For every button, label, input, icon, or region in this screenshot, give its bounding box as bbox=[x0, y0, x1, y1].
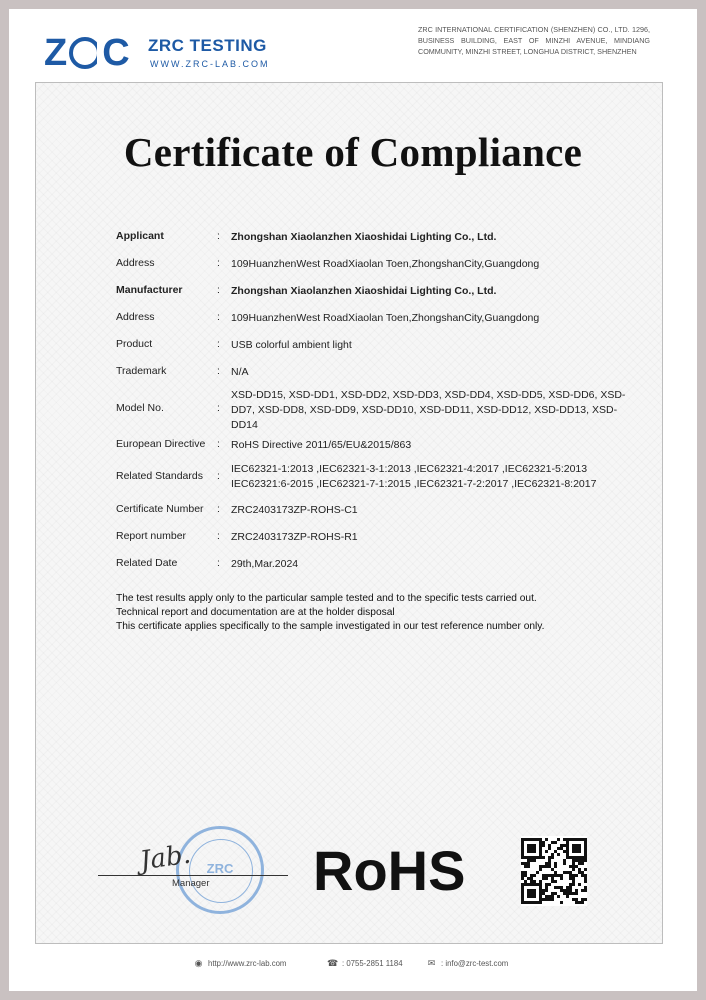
signature-line bbox=[98, 875, 288, 876]
field-value: XSD-DD15, XSD-DD1, XSD-DD2, XSD-DD3, XSD-DD4, XSD-DD5, XSD-DD6, XSD-DD7, XSD-DD8, XSD-DD9, XSD-DD10, XSD-DD11, XSD-DD12, XSD-DD13, XSD-DD14 bbox=[231, 389, 626, 431]
company-address: ZRC INTERNATIONAL CERTIFICATION (SHENZHEN) CO., LTD. 1296, BUSINESS BUILDING, EAST OF MINZHI AVENUE, MINDIANG COMMUNITY, MINZHI STREET, LONGHUA DISTRICT, SHENZHEN bbox=[418, 25, 650, 56]
field-colon: : bbox=[217, 438, 220, 450]
field-label: Address bbox=[116, 257, 155, 269]
qr-code bbox=[521, 836, 587, 906]
field-colon: : bbox=[217, 365, 220, 377]
phone-icon: ☎ bbox=[327, 958, 339, 968]
field-colon: : bbox=[217, 284, 220, 296]
field-value: 109HuanzhenWest RoadXiaolan Toen,ZhongshanCity,Guangdong bbox=[231, 258, 540, 270]
field-label: Product bbox=[116, 338, 153, 350]
logo-name: ZRC TESTING bbox=[148, 36, 267, 55]
seal-text: ZRC bbox=[206, 861, 234, 876]
field-colon: : bbox=[217, 530, 220, 542]
note-line: The test results apply only to the particular sample tested and to the specific tests carried out. bbox=[116, 593, 537, 604]
field-colon: : bbox=[217, 503, 220, 515]
certificate-title: Certificate of Compliance bbox=[123, 129, 583, 175]
rohs-mark: RoHS bbox=[313, 839, 466, 902]
field-label: Report number bbox=[116, 530, 187, 542]
footer-email[interactable]: ✉ : info@zrc-test.com bbox=[427, 958, 509, 968]
note-line: This certificate applies specifically to the sample investigated in our test reference number only. bbox=[116, 621, 545, 632]
signer-title: Manager bbox=[172, 878, 210, 889]
field-colon: : bbox=[217, 230, 220, 242]
field-value: IEC62321-1:2013 ,IEC62321-3-1:2013 ,IEC62321-4:2017 ,IEC62321-5:2013 IEC62321:6-2015 ,IEC62321-7-1:2015 ,IEC62321-7-2:2017 ,IEC62321-8:2017 bbox=[231, 463, 597, 490]
field-value: Zhongshan Xiaolanzhen Xiaoshidai Lighting Co., Ltd. bbox=[231, 231, 497, 243]
note-line: Technical report and documentation are at the holder disposal bbox=[116, 607, 395, 618]
footer-website[interactable]: ◉ http://www.zrc-lab.com bbox=[194, 958, 287, 968]
footer-phone: ☎ : 0755-2851 1184 bbox=[327, 958, 403, 968]
logo-mark: Z C bbox=[44, 32, 131, 74]
field-value: 109HuanzhenWest RoadXiaolan Toen,ZhongshanCity,Guangdong bbox=[231, 312, 540, 324]
field-label: Address bbox=[116, 311, 155, 323]
field-value: ZRC2403173ZP-ROHS-R1 bbox=[231, 531, 358, 543]
field-colon: : bbox=[217, 311, 220, 323]
field-label: Applicant bbox=[116, 230, 164, 242]
zrc-logo bbox=[44, 28, 304, 78]
field-label: European Directive bbox=[116, 438, 206, 450]
globe-icon: ◉ bbox=[194, 958, 203, 968]
field-label: Certificate Number bbox=[116, 503, 204, 515]
field-colon: : bbox=[217, 257, 220, 269]
field-colon: : bbox=[217, 557, 220, 569]
zrc-seal bbox=[176, 826, 264, 914]
field-value: USB colorful ambient light bbox=[231, 339, 352, 351]
field-colon: : bbox=[217, 402, 220, 414]
field-label: Trademark bbox=[116, 365, 167, 377]
field-colon: : bbox=[217, 470, 220, 482]
certificate-notes bbox=[116, 592, 544, 634]
field-value: 29th,Mar.2024 bbox=[231, 558, 299, 570]
field-value: N/A bbox=[231, 366, 249, 378]
field-colon: : bbox=[217, 338, 220, 350]
manager-signature: Jab. bbox=[138, 839, 193, 877]
logo-url: WWW.ZRC-LAB.COM bbox=[150, 59, 270, 69]
field-label: Related Standards bbox=[116, 470, 203, 482]
field-label: Manufacturer bbox=[116, 284, 183, 296]
field-value: Zhongshan Xiaolanzhen Xiaoshidai Lighting Co., Ltd. bbox=[231, 285, 497, 297]
field-label: Model No. bbox=[116, 402, 164, 414]
field-value: RoHS Directive 2011/65/EU&2015/863 bbox=[231, 439, 412, 451]
mail-icon: ✉ bbox=[427, 958, 436, 968]
field-value: ZRC2403173ZP-ROHS-C1 bbox=[231, 504, 358, 516]
field-label: Related Date bbox=[116, 557, 178, 569]
